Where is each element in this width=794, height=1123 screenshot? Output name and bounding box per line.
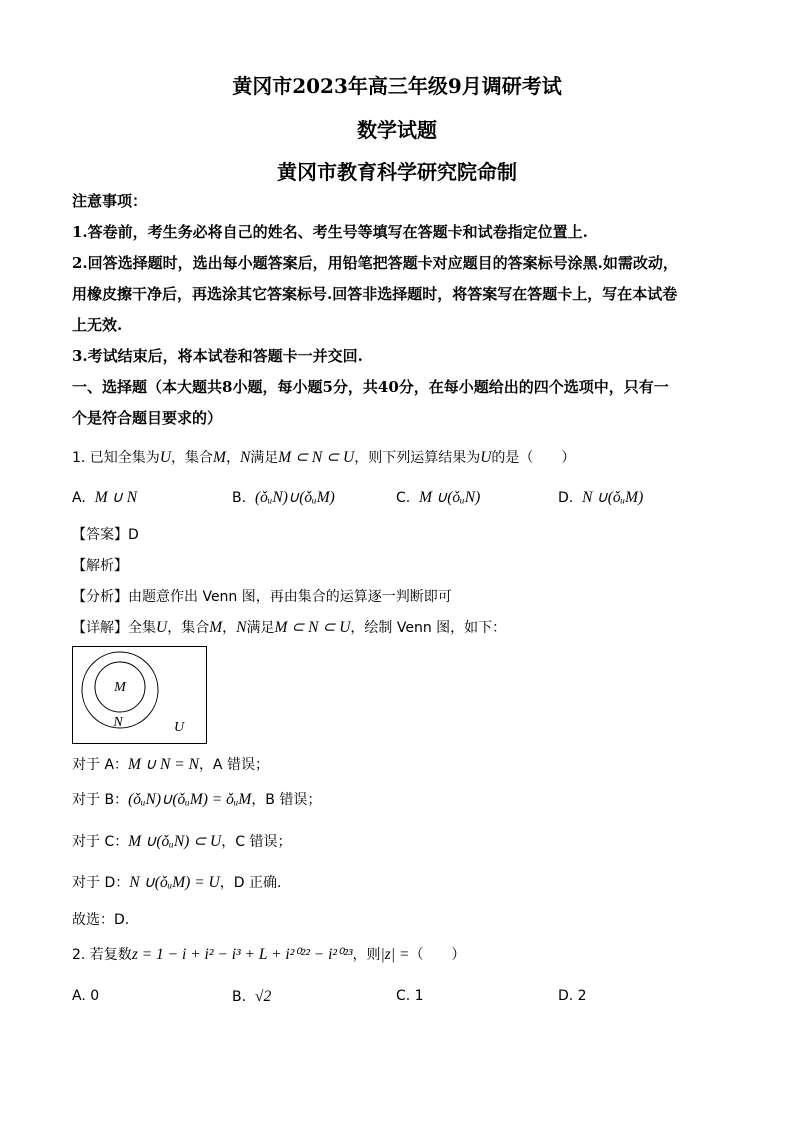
q1-answer: 【答案】D (72, 527, 139, 543)
notice-item-2-line-2: 用橡皮擦干净后，再选涂其它答案标号.回答非选择题时，将答案写在答题卡上，写在本试卷 (72, 285, 678, 303)
q1-option-c: C. M ∪(ǒᵤN) (396, 489, 481, 506)
notice-item-2-line-1: 2.回答选择题时，选出每小题答案后，用铅笔把答题卡对应题目的答案标号涂黑.如需改动， (72, 254, 678, 272)
notice-heading: 注意事项： (72, 192, 148, 210)
q2-option-c: C. 1 (396, 988, 424, 1004)
q1-analysis-tag: 【解析】 (72, 558, 128, 574)
venn-diagram (72, 646, 207, 744)
venn-label-u: U (173, 720, 185, 735)
question-1-stem: 1. 已知全集为U，集合M，N满足M ⊂ N ⊂ U，则下列运算结果为U的是（ ） (72, 449, 576, 466)
exam-subject: 数学试题 (357, 118, 437, 142)
q1-check-d: 对于 D：N ∪(ǒᵤM) = U，D 正确. (72, 874, 282, 891)
exam-issuer: 黄冈市教育科学研究院命制 (277, 160, 517, 184)
q1-check-c: 对于 C：M ∪(ǒᵤN) ⊂ U，C 错误； (72, 833, 292, 850)
question-2-stem: 2. 若复数z = 1 − i + i² − i³ + L + i²⁰²² − i²⁰²³，则|z| =（ ） (72, 946, 466, 963)
q1-option-b: B. (ǒᵤN)∪(ǒᵤM) (232, 489, 335, 506)
notice-item-1: 1.答卷前，考生务必将自己的姓名、考生号等填写在答题卡和试卷指定位置上. (72, 223, 588, 241)
venn-label-m: M (114, 680, 126, 695)
venn-label-n: N (113, 715, 123, 730)
q1-conclusion: 故选：D. (72, 912, 130, 928)
section-heading-line-2: 个是符合题目要求的） (72, 409, 223, 427)
notice-item-2-line-3: 上无效. (72, 316, 123, 334)
venn-universe-rect (73, 647, 207, 744)
q2-option-a: A. 0 (72, 988, 100, 1004)
q1-option-a: A. M ∪ N (72, 489, 138, 506)
q1-fenxi: 【分析】由题意作出 Venn 图，再由集合的运算逐一判断即可 (72, 589, 452, 605)
section-heading-line-1: 一、选择题（本大题共8小题，每小题5分，共40分，在每小题给出的四个选项中，只有一 (72, 378, 669, 396)
notice-item-3: 3.考试结束后，将本试卷和答题卡一并交回. (72, 347, 363, 365)
exam-title: 黄冈市2023年高三年级9月调研考试 (232, 74, 562, 98)
q1-option-d: D. N ∪(ǒᵤM) (558, 489, 644, 506)
q1-check-a: 对于 A：M ∪ N = N，A 错误； (72, 756, 269, 773)
q1-detail: 【详解】全集U，集合M，N满足M ⊂ N ⊂ U，绘制 Venn 图，如下： (72, 619, 507, 636)
q2-option-d: D. 2 (558, 988, 587, 1004)
q1-check-b: 对于 B：(ǒᵤN)∪(ǒᵤM) = ǒᵤM，B 错误； (72, 791, 322, 808)
q2-option-b: B. √2 (232, 988, 272, 1005)
